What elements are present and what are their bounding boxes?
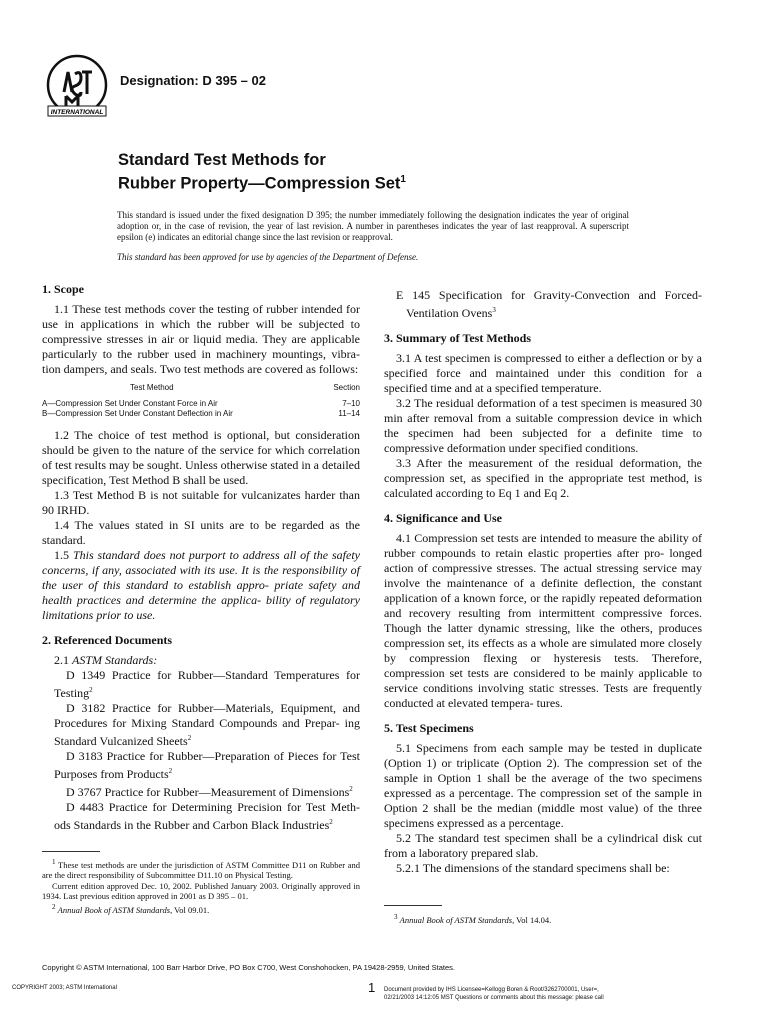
para-5-2-1: 5.2.1 The dimensions of the standard specimens shall be: [396,861,670,875]
provided-by-notice: Document provided by IHS Licensee=Kellogg Boren & Root/3262700001, User=, 02/21/2003 14:12:05 MST Questions or comments about this message: please call [384,987,604,1001]
para-4-1: 4.1 Compression set tests are intended to measure the ability of rubber compounds to retain elastic properties after pro- longed action of compressive stresses. The actual stressing service may involve the maintenance of a definite deflection, the constant application of a known force, or the rapidly repeated deformation and recovery resulting from intermittent compressive forces. Though the latter dynamic stressing, like the others, produces compression set, its effects as a whole are simulated more closely by compression flexing or hysteresis tests. Therefore, compression set tests are considered to be mainly applicable to service conditions involving static stresses. Tests are frequently conducted at elevated tempera- tures. [384,531,702,710]
para-1-5-number: 1.5 [54,548,73,562]
sub-title: ASTM Standards: [72,653,158,667]
para-1-1: 1.1 These test methods cover the testing of rubber intended for use in applications in which the rubber will be subjected to compressive stresses in air or liquid media. They are applicable particularly to the rubber used in machinery mountings, vibra- tion dampers, and seals. Two test methods are covered as follows: [42,302,360,376]
logo-label: INTERNATIONAL [50,109,104,116]
table-row [42,399,360,409]
summary-heading: 3. Summary of Test Methods [384,331,532,345]
designation-label: Designation: [120,73,199,88]
table-header-method: Test Method [130,383,174,392]
document-title [118,150,538,194]
astm-logo [42,52,112,122]
para-5-1: 5.1 Specimens from each sample may be tested in duplicate (Option 1) or triplicate (Option 2). The compression set of the sample in Option 1 shall be the average of the two specimens expressed as a percentage. The compression set of the sample in Option 2 shall be the median (middle most value) of the three specimens expressed as a percentage. [384,741,702,830]
para-5-2: 5.2 The standard test specimen shall be a cylindrical disk cut from a laboratory prepared slab. [384,831,702,860]
designation [120,72,280,90]
para-3-3: 3.3 After the measurement of the residual deformation, the compression set, as specified in the appropriate test method, is calculated according to Eq 1 and Eq 2. [384,456,702,500]
footnotes-left [42,857,360,915]
sub-number: 2.1 [54,653,72,667]
para-3-1: 3.1 A test specimen is compressed to either a deflection or by a specified force and maintained under this condition for a specified time and at a specified temperature. [384,351,702,395]
reference-item: D 3183 Practice for Rubber—Preparation of Pieces for Test Purposes from Products$^2$ [54,749,360,781]
references-heading: 2. Referenced Documents [42,633,173,647]
table-header-section: Section [333,383,360,392]
significance-heading: 4. Significance and Use [384,511,503,525]
specimens-heading: 5. Test Specimens [384,721,474,735]
footnote-2: $^2$ Annual Book of ASTM Standards, Vol 09.01. [52,902,210,915]
footnote-1: $^1$ These test methods are under the jurisdiction of ASTM Committee D11 on Rubber and are the direct responsibility of Subcommittee D11.10 on Physical Testing. [42,858,360,881]
scope-heading: 1. Scope [42,282,84,296]
designation-value: D 395 – 02 [202,73,266,88]
reference-item: D 3767 Practice for Rubber—Measurement of Dimensions$^2$ [66,785,353,799]
footnote-divider-right [384,905,442,906]
table-cell-method: A—Compression Set Under Constant Force in Air [42,399,218,408]
table-cell-section: 11–14 [338,409,360,418]
footnotes-right [384,912,702,925]
footnote-3: $^3$ Annual Book of ASTM Standards, Vol 14.04. [394,913,552,925]
reference-item: D 1349 Practice for Rubber—Standard Temperatures for Testing$^2$ [54,668,360,700]
para-1-3: 1.3 Test Method B is not suitable for vulcanizates harder than 90 IRHD. [42,488,360,517]
table-row [42,409,360,419]
footnote-1b: Current edition approved Dec. 10, 2002. Published January 2003. Originally approved in 1934. Last previous edition approved in 2001 as D 395 – 01. [42,880,360,902]
astm-standards-subheading [42,653,360,668]
reference-item: D 3182 Practice for Rubber—Materials, Equipment, and Procedures for Mixing Standard Compounds and Prepar- ing Standard Vulcanized Sheets$^2$ [54,701,360,748]
para-1-5-text: This standard does not purport to address all of the safety concerns, if any, associated with its use. It is the responsibility of the user of this standard to establish appro- priate safety and health practices and determine the applica- bility of regulatory limitations prior to use. [42,548,361,622]
copyright-small: COPYRIGHT 2003; ASTM International [12,985,117,991]
test-method-table [42,383,360,419]
copyright-line: Copyright © ASTM International, 100 Barr Harbor Drive, PO Box C700, West Conshohocken, PA 19428-2959, United States. [42,963,455,972]
para-1-5 [42,548,360,623]
footnote-divider-left [42,851,100,852]
para-1-4: 1.4 The values stated in SI units are to be regarded as the standard. [42,518,360,547]
right-column [384,288,702,876]
table-cell-method: B—Compression Set Under Constant Deflection in Air [42,409,233,418]
page-number: 1 [368,980,376,995]
left-column [42,282,360,833]
reference-item: D 4483 Practice for Determining Precision for Test Meth- ods Standards in the Rubber and Carbon Black Industries$^2$ [54,800,360,832]
table-cell-section: 7–10 [342,399,360,408]
para-1-2: 1.2 The choice of test method is optional, but consideration should be given to the nature of the service for which correlation of test results may be sought. Unless otherwise stated in a detailed specification, Test Method B shall be used. [42,428,360,487]
para-3-2: 3.2 The residual deformation of a test specimen is measured 30 min after removal from a suitable compression device in which the specimen had been subjected for a definite time to compressive deformation under specified conditions. [384,396,702,455]
issuance-notice: This standard is issued under the fixed designation D 395; the number immediately following the designation indicates the year of original adoption or, in the case of revision, the year of last revision. A number in parentheses indicates the year of last reapproval. A superscript epsilon (e) indicates an editorial change since the last revision or reapproval. [117,210,629,242]
title-footnote-mark: 1 [400,174,406,185]
title-line-1: Standard Test Methods for [118,151,326,169]
reference-item-e145: E 145 Specification for Gravity-Convection and Forced- Ventilation Ovens$^3$ [396,288,702,320]
title-line-2: Rubber Property—Compression Set [118,174,401,193]
dod-approval-note: This standard has been approved for use by agencies of the Department of Defense. [117,252,419,262]
